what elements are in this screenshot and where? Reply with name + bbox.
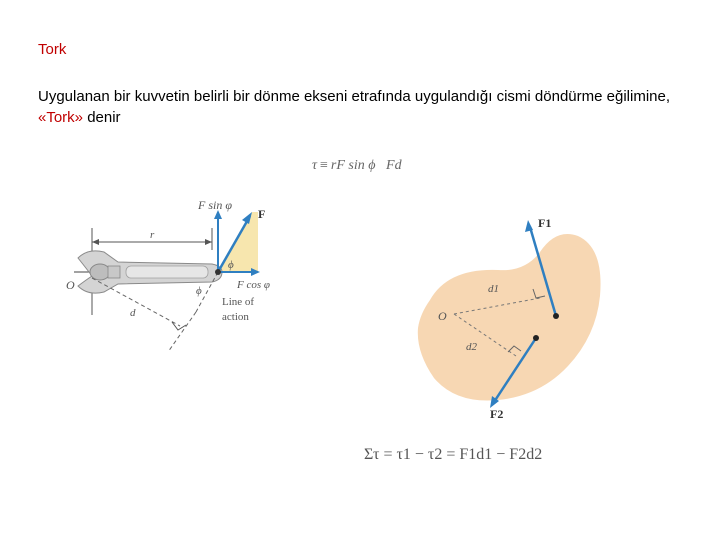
label-line-of: Line of xyxy=(222,296,255,308)
label-F1: F1 xyxy=(538,216,552,230)
label-O-body: O xyxy=(438,309,447,323)
label-r: r xyxy=(150,229,155,241)
label-phi-top: ϕ xyxy=(228,259,234,271)
F1-point xyxy=(553,313,559,319)
formula-tau: τ xyxy=(312,158,318,173)
label-d: d xyxy=(130,307,136,319)
definition-prefix: Uygulanan bir kuvvetin belirli bir dönme ekseni etrafında uygulandığı cismi döndürme eğilimine, xyxy=(38,88,670,105)
formula-rest: rF sin ϕ xyxy=(330,158,376,173)
slide-title: Tork xyxy=(38,41,67,58)
label-O-wrench: O xyxy=(66,278,75,292)
label-d2: d2 xyxy=(466,341,477,353)
force-F1-arrowhead xyxy=(525,220,533,232)
label-F2: F2 xyxy=(490,407,504,421)
F2-point xyxy=(533,335,539,341)
net-torque-formula: Στ = τ1 − τ2 = F1d1 − F2d2 xyxy=(364,446,543,463)
definition-highlight: «Tork» xyxy=(38,109,84,126)
label-F: F xyxy=(258,207,266,221)
label-action: action xyxy=(222,311,249,323)
label-fcos: F cos φ xyxy=(237,279,270,291)
label-fsin: F sin φ xyxy=(198,198,232,212)
formula-fd: Fd xyxy=(386,158,402,173)
label-phi-bottom: ϕ xyxy=(196,285,202,297)
label-d1: d1 xyxy=(488,283,499,295)
formula-equiv: ≡ xyxy=(320,158,328,173)
definition-suffix: denir xyxy=(83,109,121,126)
